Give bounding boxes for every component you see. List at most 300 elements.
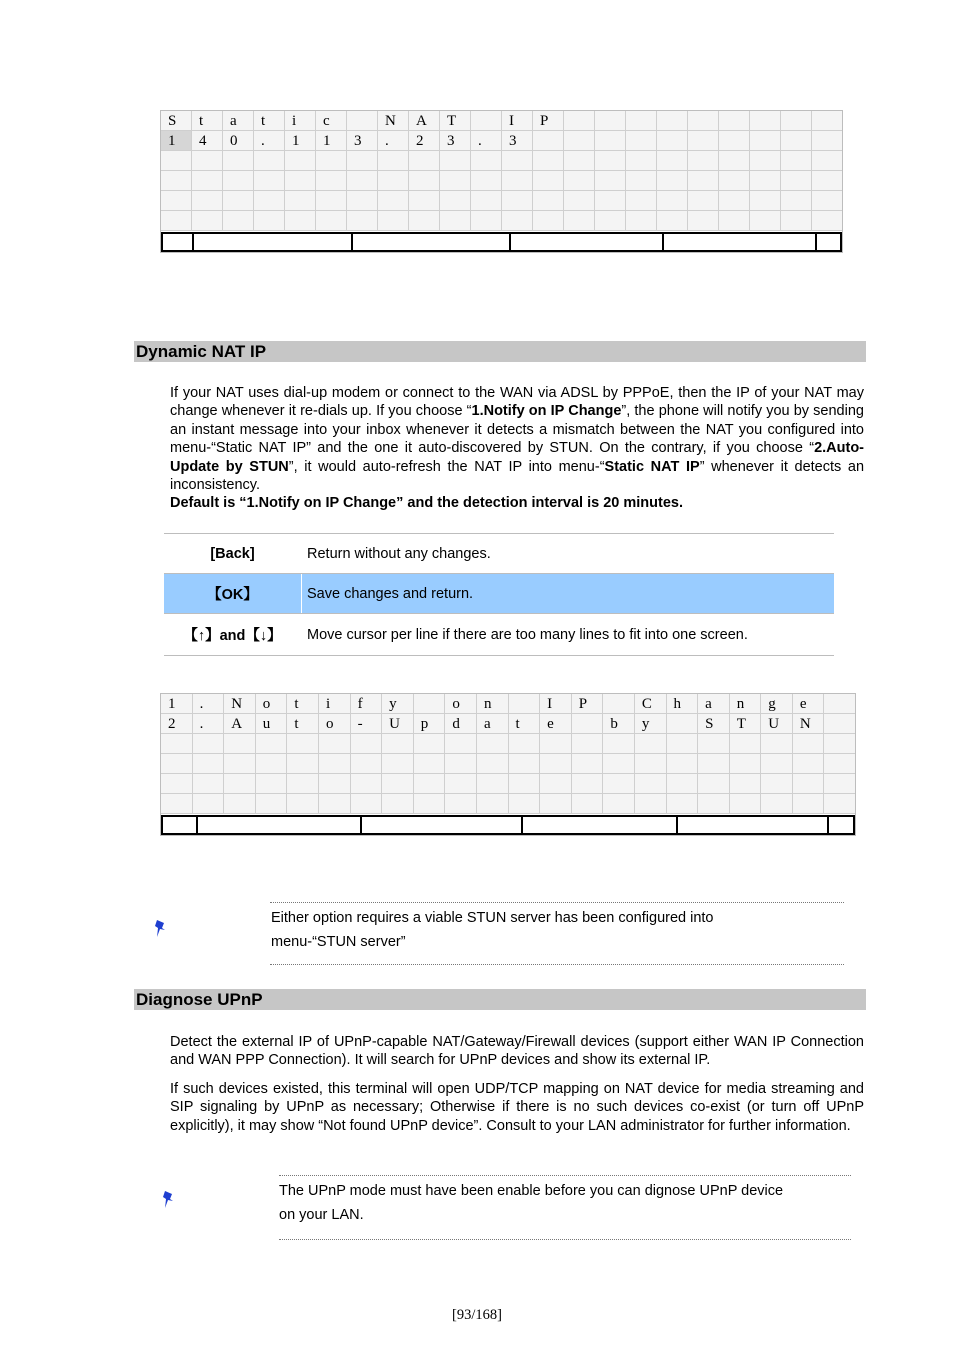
lcd-cell xyxy=(824,734,855,754)
lcd-cell xyxy=(347,191,378,211)
lcd-cell xyxy=(533,191,564,211)
lcd-cell xyxy=(698,774,730,794)
lcd-cell xyxy=(688,211,719,231)
lcd-cell: N xyxy=(378,111,409,131)
lcd-cell xyxy=(603,734,635,754)
lcd-cell xyxy=(161,191,192,211)
lcd-cell xyxy=(193,794,225,814)
lcd-cell xyxy=(224,754,256,774)
lcd-cell xyxy=(533,131,564,151)
lcd-cell xyxy=(351,734,383,754)
lcd-cell: d xyxy=(445,714,477,734)
lcd-cell xyxy=(603,694,635,714)
lcd-cell xyxy=(193,734,225,754)
softkey-slot[interactable] xyxy=(678,817,829,833)
lcd-screen-dynamic-nat-options xyxy=(160,693,856,836)
lcd-cell xyxy=(667,754,699,774)
lcd-cell xyxy=(781,111,812,131)
lcd-cell xyxy=(445,734,477,754)
lcd-line xyxy=(161,734,855,754)
lcd-cell xyxy=(540,734,572,754)
lcd-cell xyxy=(564,131,595,151)
lcd-cell xyxy=(414,734,446,754)
lcd-cell: b xyxy=(603,714,635,734)
lcd-cell xyxy=(750,131,781,151)
lcd-cell: N xyxy=(224,694,256,714)
lcd-cell xyxy=(414,794,446,814)
lcd-cell xyxy=(626,211,657,231)
lcd-cell xyxy=(254,211,285,231)
lcd-cell xyxy=(698,734,730,754)
lcd-cell xyxy=(382,754,414,774)
lcd-cell: S xyxy=(698,714,730,734)
lcd-cell: c xyxy=(316,111,347,131)
note-divider xyxy=(270,902,844,903)
lcd-cell xyxy=(316,151,347,171)
lcd-cell xyxy=(626,191,657,211)
lcd-cell xyxy=(287,794,319,814)
lcd-cell xyxy=(382,734,414,754)
lcd-cell xyxy=(793,774,825,794)
lcd-cell: y xyxy=(382,694,414,714)
softkey-slot[interactable] xyxy=(163,234,194,250)
lcd-cell xyxy=(445,774,477,794)
lcd-cell xyxy=(595,171,626,191)
lcd-screen-static-nat xyxy=(160,110,843,253)
lcd-cell xyxy=(719,171,750,191)
lcd-cell xyxy=(285,191,316,211)
softkey-slot[interactable] xyxy=(362,817,523,833)
lcd-cell xyxy=(347,171,378,191)
note-stun: Either option requires a viable STUN server has been configured into menu-“STUN server” xyxy=(271,910,714,950)
lcd-cell xyxy=(635,754,667,774)
lcd-cell xyxy=(347,211,378,231)
lcd-cell xyxy=(595,151,626,171)
lcd-cell xyxy=(626,131,657,151)
lcd-cell: i xyxy=(285,111,316,131)
lcd-cell xyxy=(572,774,604,794)
note-divider xyxy=(279,1175,851,1176)
note-divider xyxy=(279,1239,851,1240)
lcd-cell xyxy=(533,171,564,191)
lcd-cell xyxy=(812,131,842,151)
lcd-cell xyxy=(595,131,626,151)
lcd-line xyxy=(161,151,842,171)
lcd-rows xyxy=(161,694,855,814)
lcd-cell xyxy=(409,211,440,231)
pushpin-icon xyxy=(162,1189,176,1209)
lcd-cell xyxy=(351,774,383,794)
lcd-rows xyxy=(161,111,842,231)
lcd-cell xyxy=(192,211,223,231)
lcd-cell xyxy=(635,774,667,794)
lcd-cell xyxy=(224,734,256,754)
lcd-cell: f xyxy=(351,694,383,714)
lcd-cell xyxy=(347,151,378,171)
lcd-cell xyxy=(440,171,471,191)
softkey-bar xyxy=(161,815,855,835)
lcd-cell xyxy=(161,211,192,231)
lcd-cell: A xyxy=(409,111,440,131)
lcd-cell xyxy=(667,794,699,814)
lcd-cell xyxy=(471,191,502,211)
lcd-line xyxy=(161,131,842,151)
lcd-cell xyxy=(698,754,730,774)
lcd-cell: A xyxy=(224,714,256,734)
lcd-cell xyxy=(812,191,842,211)
lcd-cell xyxy=(316,191,347,211)
lcd-cell xyxy=(719,131,750,151)
lcd-cell xyxy=(223,191,254,211)
lcd-cell xyxy=(719,111,750,131)
lcd-cell xyxy=(657,171,688,191)
lcd-cell xyxy=(378,191,409,211)
lcd-cell xyxy=(824,794,855,814)
lcd-cell xyxy=(224,774,256,794)
lcd-cell xyxy=(824,714,855,734)
lcd-cell: t xyxy=(254,111,285,131)
lcd-cell: . xyxy=(254,131,285,151)
lcd-cell xyxy=(781,191,812,211)
lcd-cell xyxy=(351,794,383,814)
lcd-cell: 2 xyxy=(161,714,193,734)
lcd-cell xyxy=(347,111,378,131)
lcd-cell xyxy=(316,211,347,231)
lcd-cell xyxy=(698,794,730,814)
lcd-cell: t xyxy=(287,694,319,714)
lcd-cell xyxy=(161,774,193,794)
lcd-cell xyxy=(812,151,842,171)
lcd-cell xyxy=(824,774,855,794)
key-description: Save changes and return. xyxy=(307,585,474,602)
lcd-cell xyxy=(688,191,719,211)
lcd-cell xyxy=(477,794,509,814)
lcd-cell xyxy=(254,171,285,191)
pushpin-icon xyxy=(154,918,168,938)
lcd-cell: a xyxy=(698,694,730,714)
lcd-cell xyxy=(781,131,812,151)
lcd-cell xyxy=(781,151,812,171)
lcd-cell xyxy=(657,131,688,151)
lcd-cell xyxy=(761,754,793,774)
lcd-cell: t xyxy=(509,714,541,734)
lcd-cell: P xyxy=(533,111,564,131)
lcd-cell xyxy=(382,774,414,794)
lcd-cell: 3 xyxy=(502,131,533,151)
lcd-line xyxy=(161,211,842,231)
lcd-cell xyxy=(564,151,595,171)
lcd-cell xyxy=(730,734,762,754)
lcd-cell: C xyxy=(635,694,667,714)
lcd-cell xyxy=(192,151,223,171)
lcd-cell xyxy=(161,794,193,814)
lcd-cell: - xyxy=(351,714,383,734)
lcd-cell: a xyxy=(223,111,254,131)
lcd-cell xyxy=(193,754,225,774)
lcd-cell: o xyxy=(256,694,288,714)
lcd-cell: 1 xyxy=(285,131,316,151)
lcd-cell xyxy=(564,191,595,211)
lcd-cell xyxy=(414,754,446,774)
lcd-cell: g xyxy=(761,694,793,714)
softkey-slot[interactable] xyxy=(353,234,511,250)
lcd-cell xyxy=(595,111,626,131)
key-row-arrows xyxy=(164,614,834,656)
lcd-cell xyxy=(414,774,446,794)
lcd-cell xyxy=(533,211,564,231)
lcd-cell xyxy=(192,171,223,191)
lcd-cell xyxy=(750,111,781,131)
lcd-cell: T xyxy=(730,714,762,734)
lcd-cell: 2 xyxy=(409,131,440,151)
lcd-cell: 1 xyxy=(161,131,192,151)
lcd-cell xyxy=(440,191,471,211)
key-label: 【↑】and【↓】 xyxy=(164,614,302,655)
lcd-cell xyxy=(781,211,812,231)
lcd-line xyxy=(161,191,842,211)
lcd-cell xyxy=(223,151,254,171)
lcd-cell xyxy=(761,774,793,794)
lcd-cell: y xyxy=(635,714,667,734)
key-label: 【OK】 xyxy=(164,574,302,613)
section-heading-diagnose-upnp: Diagnose UPnP xyxy=(134,989,866,1010)
lcd-cell xyxy=(502,151,533,171)
lcd-cell xyxy=(440,211,471,231)
lcd-cell xyxy=(667,714,699,734)
lcd-cell xyxy=(256,734,288,754)
lcd-cell xyxy=(564,211,595,231)
lcd-cell xyxy=(319,794,351,814)
lcd-cell: i xyxy=(319,694,351,714)
lcd-cell xyxy=(657,151,688,171)
lcd-cell xyxy=(409,151,440,171)
lcd-cell xyxy=(378,211,409,231)
lcd-cell xyxy=(824,694,855,714)
lcd-line xyxy=(161,111,842,131)
lcd-cell xyxy=(667,734,699,754)
key-description: Move cursor per line if there are too many lines to fit into one screen. xyxy=(307,626,748,643)
lcd-cell xyxy=(626,151,657,171)
lcd-cell xyxy=(564,171,595,191)
lcd-cell xyxy=(440,151,471,171)
lcd-line xyxy=(161,754,855,774)
lcd-cell: 1 xyxy=(161,694,193,714)
softkey-slot[interactable] xyxy=(194,234,353,250)
lcd-cell xyxy=(595,211,626,231)
lcd-cell: T xyxy=(440,111,471,131)
lcd-cell xyxy=(192,191,223,211)
lcd-cell xyxy=(224,794,256,814)
default-note: Default is “1.Notify on IP Change” and the detection interval is 20 minutes. xyxy=(170,495,683,512)
softkey-slot[interactable] xyxy=(511,234,664,250)
lcd-cell xyxy=(761,734,793,754)
lcd-cell xyxy=(635,794,667,814)
lcd-cell xyxy=(223,171,254,191)
section-heading-dynamic-nat: Dynamic NAT IP xyxy=(134,341,866,362)
lcd-cell xyxy=(319,754,351,774)
softkey-slot[interactable] xyxy=(829,817,853,833)
lcd-cell xyxy=(287,734,319,754)
lcd-cell xyxy=(750,151,781,171)
lcd-cell: e xyxy=(793,694,825,714)
lcd-cell xyxy=(730,774,762,794)
lcd-cell xyxy=(750,171,781,191)
lcd-cell xyxy=(688,131,719,151)
lcd-cell xyxy=(509,694,541,714)
lcd-cell xyxy=(626,111,657,131)
lcd-cell xyxy=(477,774,509,794)
lcd-cell xyxy=(161,151,192,171)
lcd-cell xyxy=(193,774,225,794)
note-divider xyxy=(270,964,844,965)
lcd-cell xyxy=(509,794,541,814)
diagnose-description: Detect the external IP of UPnP-capable NAT/Gateway/Firewall devices (support either WAN IP Connection and WAN PPP Connection). It will search for UPnP devices and show its external IP. xyxy=(170,1034,864,1069)
lcd-cell xyxy=(657,111,688,131)
lcd-cell: e xyxy=(540,714,572,734)
lcd-cell xyxy=(319,734,351,754)
lcd-cell xyxy=(603,794,635,814)
key-function-table xyxy=(164,533,834,656)
lcd-cell xyxy=(730,754,762,774)
key-row-ok xyxy=(164,574,834,614)
lcd-cell xyxy=(161,754,193,774)
lcd-cell: t xyxy=(192,111,223,131)
lcd-cell: . xyxy=(193,694,225,714)
lcd-cell xyxy=(761,794,793,814)
softkey-slot[interactable] xyxy=(817,234,840,250)
lcd-cell xyxy=(657,191,688,211)
lcd-cell xyxy=(471,111,502,131)
lcd-cell xyxy=(688,171,719,191)
lcd-cell: n xyxy=(730,694,762,714)
lcd-cell xyxy=(533,151,564,171)
lcd-cell: 1 xyxy=(316,131,347,151)
lcd-cell: S xyxy=(161,111,192,131)
lcd-cell xyxy=(414,694,446,714)
lcd-cell xyxy=(254,191,285,211)
lcd-cell xyxy=(471,211,502,231)
lcd-cell xyxy=(657,211,688,231)
lcd-cell xyxy=(509,734,541,754)
lcd-cell xyxy=(285,211,316,231)
softkey-slot[interactable] xyxy=(198,817,362,833)
lcd-cell: 3 xyxy=(347,131,378,151)
softkey-slot[interactable] xyxy=(523,817,678,833)
lcd-cell xyxy=(750,191,781,211)
lcd-cell xyxy=(595,191,626,211)
lcd-cell xyxy=(793,734,825,754)
key-label: [Back] xyxy=(164,534,302,573)
lcd-cell xyxy=(256,754,288,774)
lcd-cell: o xyxy=(319,714,351,734)
lcd-cell xyxy=(285,151,316,171)
lcd-cell xyxy=(287,754,319,774)
lcd-cell xyxy=(812,211,842,231)
lcd-cell xyxy=(319,774,351,794)
softkey-slot[interactable] xyxy=(664,234,817,250)
lcd-cell xyxy=(540,754,572,774)
lcd-line xyxy=(161,171,842,191)
lcd-cell xyxy=(351,754,383,774)
lcd-cell xyxy=(635,734,667,754)
lcd-cell xyxy=(540,774,572,794)
lcd-cell xyxy=(509,774,541,794)
lcd-cell xyxy=(812,171,842,191)
lcd-cell xyxy=(719,211,750,231)
lcd-cell: 4 xyxy=(192,131,223,151)
lcd-cell: n xyxy=(477,694,509,714)
page-number: [93/168] xyxy=(452,1307,502,1323)
lcd-cell xyxy=(824,754,855,774)
lcd-cell xyxy=(730,794,762,814)
lcd-cell xyxy=(378,171,409,191)
lcd-cell: . xyxy=(378,131,409,151)
lcd-cell: h xyxy=(667,694,699,714)
lcd-cell xyxy=(688,151,719,171)
lcd-cell xyxy=(719,151,750,171)
key-row-back xyxy=(164,534,834,574)
lcd-cell: N xyxy=(793,714,825,734)
lcd-cell xyxy=(540,794,572,814)
lcd-cell xyxy=(445,794,477,814)
dynamic-nat-description: If your NAT uses dial-up modem or connect to the WAN via ADSL by PPPoE, then the IP of your NAT may change whenever it re-dials up. If you choose “1.Notify on IP Change”, the phone will notify you by sending an instant message into your inbox whenever it detects a mismatch between the NAT you configured into menu-“Static NAT IP” and the one it auto-discovered by STUN. On the contrary, if you choose “2.Auto-Update by STUN”, it would auto-refresh the NAT IP into menu-“Static NAT IP” whenever it detects an inconsistency. Default is “1.Notify on IP Change” and the detection interval is 20 minutes. xyxy=(170,385,865,512)
lcd-cell xyxy=(161,734,193,754)
lcd-cell xyxy=(382,794,414,814)
lcd-cell xyxy=(502,171,533,191)
lcd-cell xyxy=(477,754,509,774)
lcd-cell xyxy=(502,211,533,231)
lcd-cell: . xyxy=(471,131,502,151)
lcd-cell xyxy=(719,191,750,211)
lcd-cell xyxy=(471,171,502,191)
softkey-slot[interactable] xyxy=(163,817,198,833)
lcd-cell: . xyxy=(193,714,225,734)
lcd-cell xyxy=(378,151,409,171)
lcd-cell xyxy=(572,794,604,814)
lcd-cell: I xyxy=(502,111,533,131)
lcd-cell xyxy=(471,151,502,171)
lcd-cell xyxy=(572,734,604,754)
lcd-line xyxy=(161,714,855,734)
lcd-cell xyxy=(793,754,825,774)
lcd-cell xyxy=(502,191,533,211)
lcd-cell xyxy=(256,794,288,814)
lcd-cell: u xyxy=(256,714,288,734)
lcd-cell: o xyxy=(445,694,477,714)
lcd-cell xyxy=(812,111,842,131)
lcd-cell: a xyxy=(477,714,509,734)
lcd-cell xyxy=(572,714,604,734)
lcd-cell xyxy=(223,211,254,231)
lcd-cell xyxy=(445,754,477,774)
lcd-cell xyxy=(256,774,288,794)
lcd-cell xyxy=(750,211,781,231)
lcd-line xyxy=(161,774,855,794)
lcd-cell xyxy=(477,734,509,754)
lcd-cell: p xyxy=(414,714,446,734)
lcd-cell: P xyxy=(572,694,604,714)
lcd-cell xyxy=(254,151,285,171)
lcd-cell xyxy=(564,111,595,131)
lcd-cell xyxy=(409,191,440,211)
lcd-cell: t xyxy=(287,714,319,734)
lcd-cell xyxy=(603,774,635,794)
lcd-cell: 0 xyxy=(223,131,254,151)
lcd-cell xyxy=(572,754,604,774)
lcd-line xyxy=(161,694,855,714)
lcd-cell: U xyxy=(382,714,414,734)
lcd-cell xyxy=(603,754,635,774)
